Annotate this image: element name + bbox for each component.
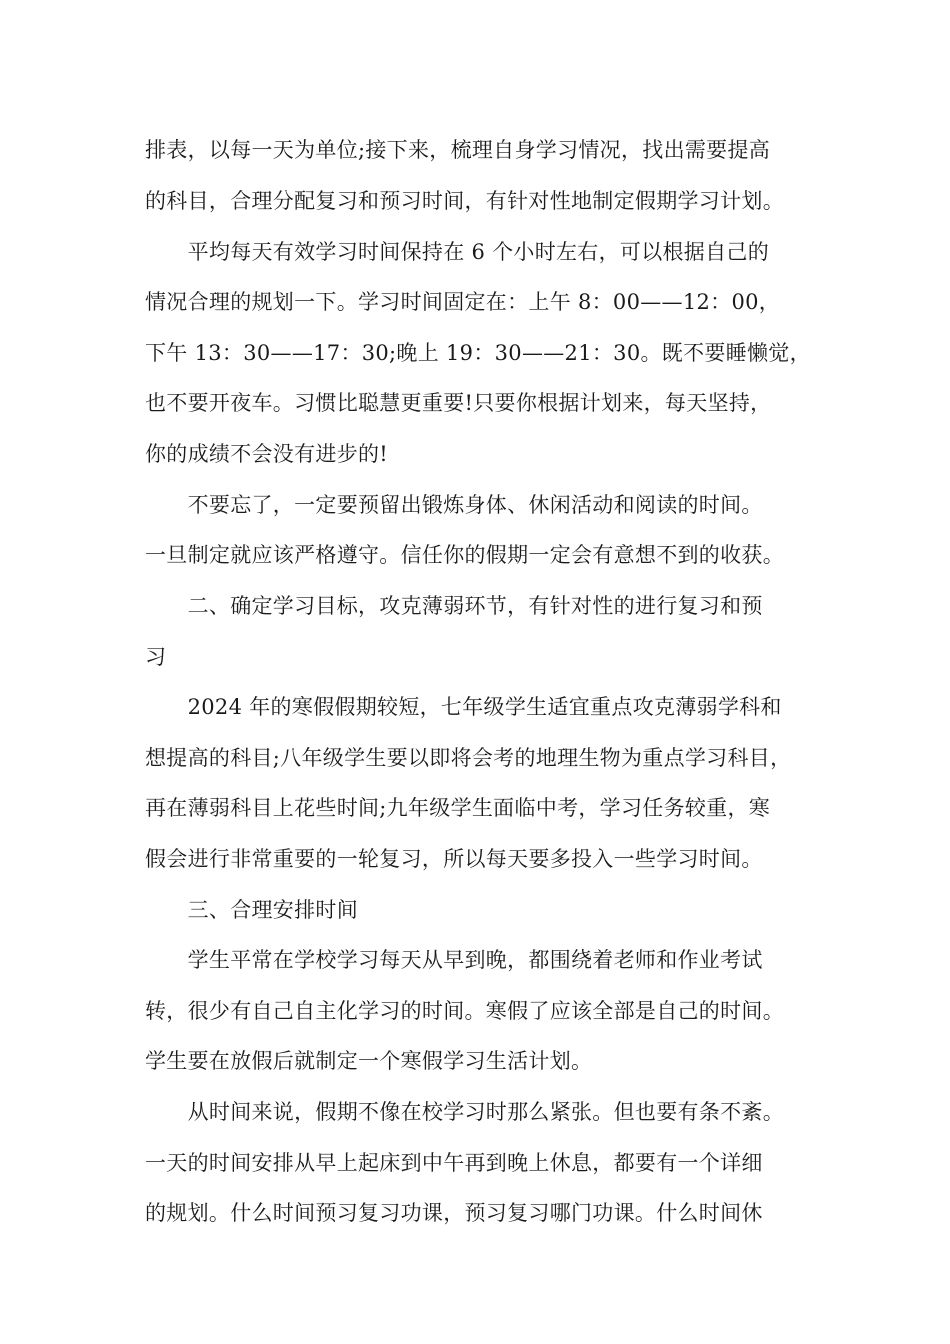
text-line: 假会进行非常重要的一轮复习，所以每天要多投入一些学习时间。 [145,847,763,871]
text-line: 你的成绩不会没有进步的! [145,442,389,466]
text-line: 不要忘了，一定要预留出锻炼身体、休闲活动和阅读的时间。 [145,493,763,517]
text-line: 再在薄弱科目上花些时间;九年级学生面临中考，学习任务较重，寒 [145,796,771,820]
text-line: 排表，以每一天为单位;接下来，梳理自身学习情况，找出需要提高 [145,138,771,162]
text-line: 习 [145,645,167,669]
text-line: 的规划。什么时间预习复习功课，预习复习哪门功课。什么时间休 [145,1201,763,1225]
text-line: 三、合理安排时间 [145,898,358,922]
text-line: 一天的时间安排从早上起床到中午再到晚上休息，都要有一个详细 [145,1151,763,1175]
text-line: 学生要在放假后就制定一个寒假学习生活计划。 [145,1049,593,1073]
text-line: 2024 年的寒假假期较短，七年级学生适宜重点攻克薄弱学科和 [145,695,782,719]
text-line: 情况合理的规划一下。学习时间固定在：上午 8：00——12：00， [145,290,781,314]
text-line: 二、确定学习目标，攻克薄弱环节，有针对性的进行复习和预 [145,594,763,618]
text-line: 下午 13：30——17：30;晚上 19：30——21：30。既不要睡懒觉， [145,341,811,365]
text-line: 想提高的科目;八年级学生要以即将会考的地理生物为重点学习科目， [145,746,792,770]
text-line: 平均每天有效学习时间保持在 6 个小时左右，可以根据自己的 [145,240,770,264]
text-line: 一旦制定就应该严格遵守。信任你的假期一定会有意想不到的收获。 [145,543,784,567]
text-line: 从时间来说，假期不像在校学习时那么紧张。但也要有条不紊。 [145,1100,784,1124]
text-line: 学生平常在学校学习每天从早到晚，都围绕着老师和作业考试 [145,948,763,972]
text-line: 也不要开夜车。习惯比聪慧更重要!只要你根据计划来，每天坚持， [145,391,772,415]
text-line: 转，很少有自己自主化学习的时间。寒假了应该全部是自己的时间。 [145,999,784,1023]
text-line: 的科目，合理分配复习和预习时间，有针对性地制定假期学习计划。 [145,189,784,213]
